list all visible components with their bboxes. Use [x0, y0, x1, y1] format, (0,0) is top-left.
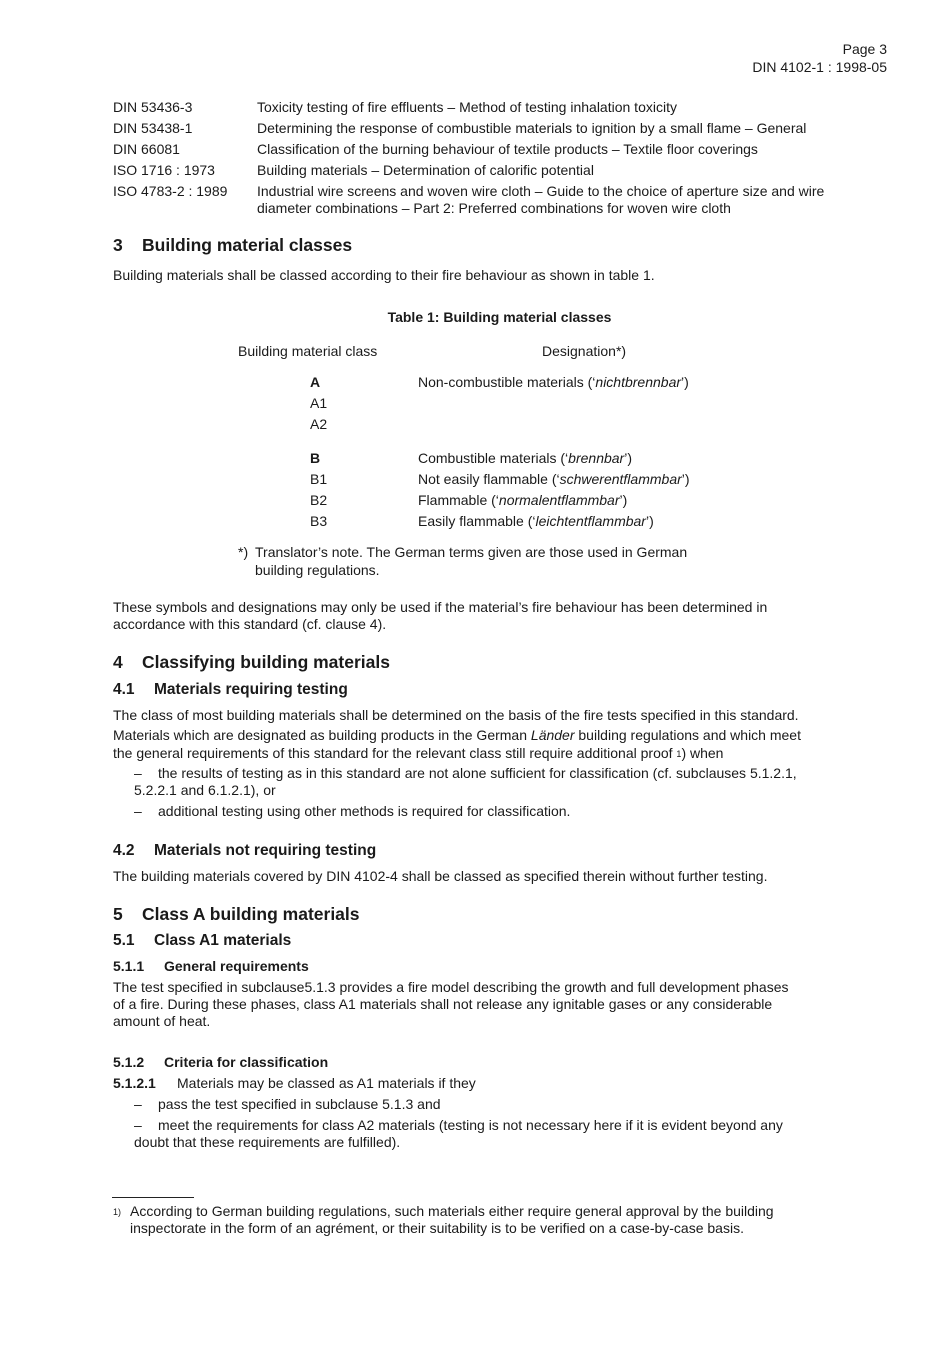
reference-title: Toxicity testing of fire effluents – Method of testing inhalation toxicity [257, 99, 677, 115]
paragraph: The building materials covered by DIN 4102-4 shall be classed as specified therein without further testing. [113, 868, 768, 884]
paragraph: of a fire. During these phases, class A1 materials shall not release any ignitable gases or any considerable [113, 996, 773, 1012]
list-item: – the results of testing as in this standard are not alone sufficient for classification (cf. subclauses 5.1.2.1, [134, 765, 797, 781]
reference-code: DIN 66081 [113, 141, 180, 157]
page-number: Page 3 [842, 41, 887, 57]
table-cell-designation: Combustible materials (‘brennbar’) [418, 450, 632, 466]
list-item: – meet the requirements for class A2 materials (testing is not necessary here if it is evident beyond any [134, 1117, 783, 1133]
table-cell-designation: Non-combustible materials (‘nichtbrennbar’) [418, 374, 689, 390]
paragraph: amount of heat. [113, 1013, 211, 1029]
subsection-heading: 5.1 Class A1 materials [113, 932, 292, 949]
table-caption: Table 1: Building material classes [387, 309, 612, 325]
reference-title: Classification of the burning behaviour of textile products – Textile floor coverings [257, 141, 758, 157]
reference-code: DIN 53438-1 [113, 120, 193, 136]
table-cell-class: B3 [310, 513, 328, 529]
table-cell-class: A [310, 374, 321, 390]
reference-code: ISO 4783-2 : 1989 [113, 183, 228, 199]
reference-code: DIN 53436-3 [113, 99, 193, 115]
section-heading: 5 Class A building materials [113, 904, 360, 924]
table-cell-class: B2 [310, 492, 328, 508]
reference-code: ISO 1716 : 1973 [113, 162, 215, 178]
paragraph: Building materials shall be classed according to their fire behaviour as shown in table 1. [113, 267, 655, 283]
table-header: Designation*) [542, 343, 627, 359]
reference-title: Building materials – Determination of calorific potential [257, 162, 594, 178]
paragraph: These symbols and designations may only be used if the material’s fire behaviour has been determined in [113, 599, 768, 615]
footnote-text: According to German building regulations, such materials either require general approval by the building [130, 1203, 774, 1219]
paragraph: The test specified in subclause5.1.3 provides a fire model describing the growth and full development phases [113, 979, 789, 995]
list-item: – pass the test specified in subclause 5.1.3 and [134, 1096, 441, 1112]
footnote-separator [112, 1197, 194, 1198]
reference-title: Industrial wire screens and woven wire cloth – Guide to the choice of aperture size and wire [257, 183, 825, 199]
table-cell-designation: Not easily flammable (‘schwerentflammbar’) [418, 471, 690, 487]
paragraph: Materials which are designated as building products in the German Länder building regulations and which meet [113, 727, 801, 743]
section-heading: 4 Classifying building materials [113, 652, 390, 672]
document-id: DIN 4102-1 : 1998-05 [752, 59, 887, 75]
list-item: doubt that these requirements are fulfilled). [134, 1134, 401, 1150]
table-note: building regulations. [255, 562, 380, 578]
paragraph: The class of most building materials shall be determined on the basis of the fire tests specified in this standard. [113, 707, 799, 723]
subsection-heading: 5.1.2 Criteria for classification [113, 1054, 329, 1070]
reference-title: diameter combinations – Part 2: Preferred combinations for woven wire cloth [257, 200, 731, 216]
footnote-text: inspectorate in the form of an agrément, or their suitability is to be verified on a case-by-case basis. [130, 1220, 744, 1236]
list-item: 5.2.2.1 and 6.1.2.1), or [134, 782, 276, 798]
table-cell-designation: Flammable (‘normalentflammbar’) [418, 492, 628, 508]
paragraph: the general requirements of this standard for the relevant class still require additional proof 1) when [113, 745, 724, 761]
table-cell-class: A1 [310, 395, 328, 411]
table-header: Building material class [238, 343, 378, 359]
list-item: – additional testing using other methods is required for classification. [134, 803, 571, 819]
paragraph: 5.1.2.1 Materials may be classed as A1 materials if they [113, 1075, 476, 1091]
subsection-heading: 4.2 Materials not requiring testing [113, 842, 377, 859]
table-cell-class: A2 [310, 416, 328, 432]
table-cell-class: B [310, 450, 321, 466]
paragraph: accordance with this standard (cf. clause 4). [113, 616, 387, 632]
subsection-heading: 4.1 Materials requiring testing [113, 681, 348, 698]
subsection-heading: 5.1.1 General requirements [113, 958, 309, 974]
section-heading: 3 Building material classes [113, 235, 353, 255]
table-cell-designation: Easily flammable (‘leichtentflammbar’) [418, 513, 654, 529]
footnote-mark: 1) [113, 1207, 122, 1217]
footnote-reference[interactable]: 1 [676, 749, 682, 759]
reference-title: Determining the response of combustible materials to ignition by a small flame – General [257, 120, 807, 136]
table-note-mark: *) [238, 544, 249, 560]
table-note: Translator’s note. The German terms given are those used in German [255, 544, 688, 560]
table-cell-class: B1 [310, 471, 328, 487]
